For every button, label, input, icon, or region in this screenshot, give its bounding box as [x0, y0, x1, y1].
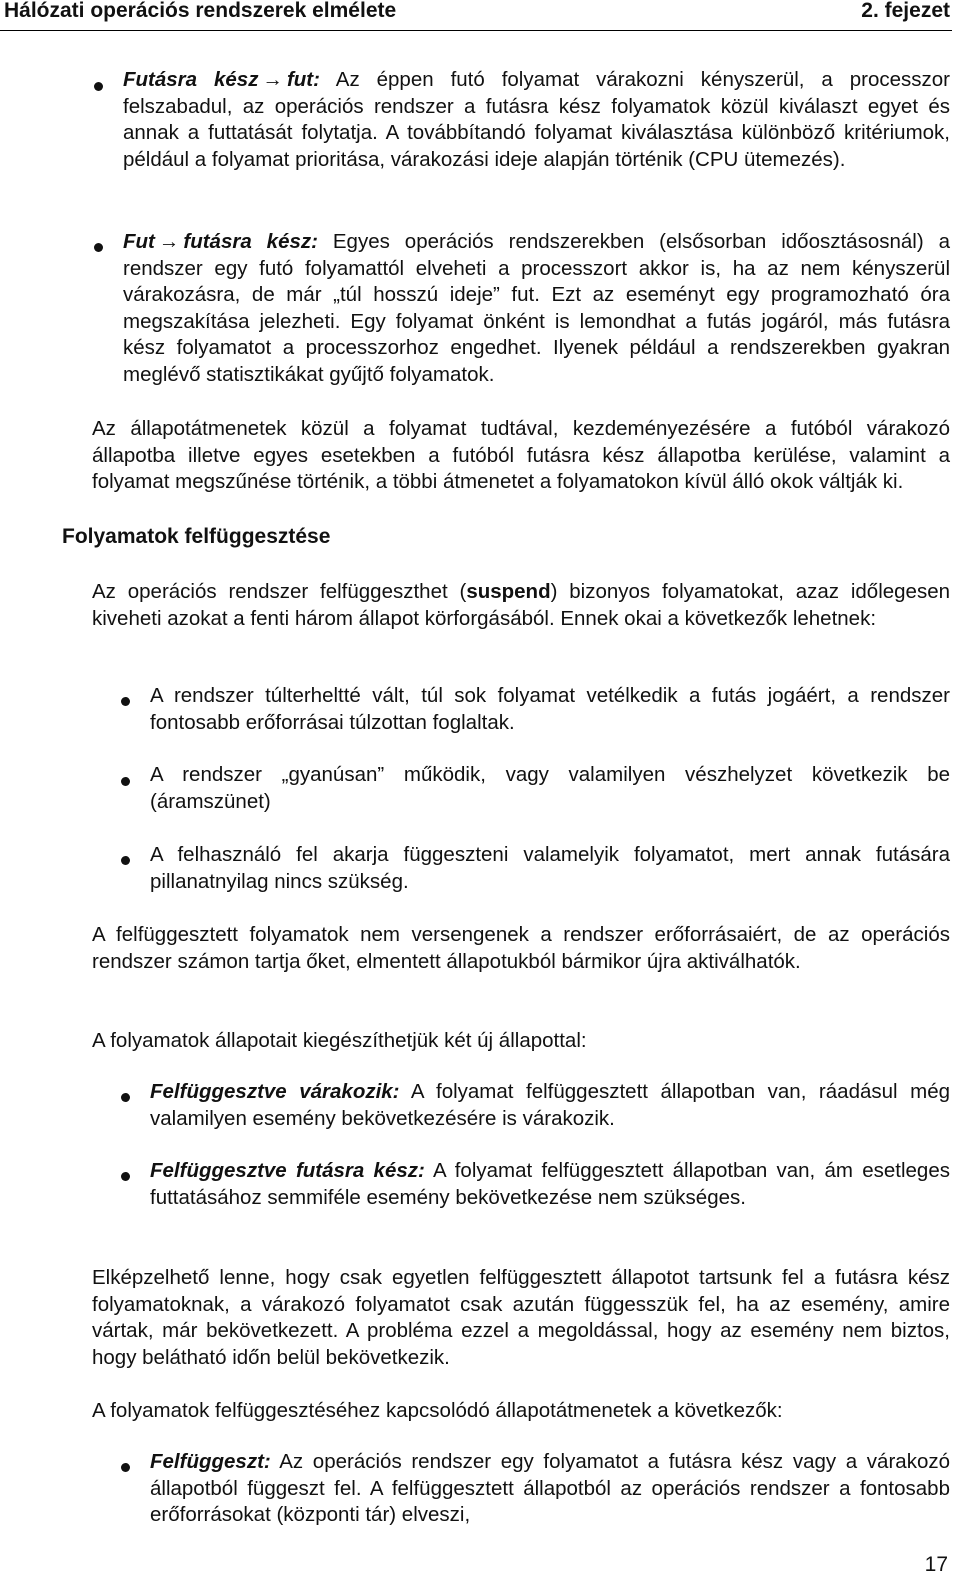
transition-to: fut: [286, 68, 320, 91]
bullet-dot [121, 697, 130, 706]
bullet-dot [94, 82, 103, 91]
paragraph-text: ) bizonyos folyamatokat, azaz időlegesen kiveheti azokat a fenti három állapot körforgásából. Ennek okai a következők lehetnek: [92, 580, 950, 630]
bullet-dot [121, 1093, 130, 1102]
bullet-dot [121, 1172, 130, 1181]
list-item: A felhasználó fel akarja függeszteni valamelyik folyamatot, mert annak futására pillanatnyilag nincs szükség. [150, 843, 950, 893]
transition-term: Felfüggeszt: [150, 1450, 271, 1473]
paragraph: A folyamatok állapotait kiegészíthetjük két új állapottal: [92, 1029, 587, 1052]
paragraph: Az állapotátmenetek közül a folyamat tudtával, kezdeményezésére a futóból várakozó állapotba illetve egyes esetekben a futóból futásra kész állapotba kerülése, valamint a folyamat megszűnése történik, a többi átmenetet a folyamatokon kívül álló okok váltják ki. [92, 417, 950, 494]
list-item-text: A folyamat felfüggesztett állapotban van, ráadásul még valamilyen esemény bekövetkezésére is várakozik. [150, 1080, 950, 1130]
paragraph: Elképzelhető lenne, hogy csak egyetlen felfüggesztett állapotot tartsunk fel a futásra kész folyamatoknak, a várakozó folyamatot csak azután függesszük fel, ha az esemény, amire vártak, már bekövetkezett. A probléma ezzel a megoldással, hogy az esemény nem biztos, hogy belátható időn belül bekövetkezik. [92, 1266, 950, 1369]
bullet-dot [121, 777, 130, 786]
list-item: A rendszer „gyanúsan” működik, vagy valamilyen vészhelyzet következik be (áramszünet) [150, 763, 950, 813]
paragraph [92, 579, 950, 632]
keyword: suspend [466, 580, 551, 603]
state-term: Felfüggesztve várakozik: [150, 1080, 400, 1103]
bullet-dot [94, 243, 103, 252]
page-number: 17 [924, 1553, 948, 1576]
section-heading: Folyamatok felfüggesztése [62, 525, 331, 548]
list-item-text: A folyamat felfüggesztett állapotban van, ám esetleges futtatásához semmiféle esemény bekövetkezése nem szükséges. [150, 1159, 950, 1209]
list-item-text: Az éppen futó folyamat várakozni kényszerül, a processzor felszabadul, az operációs rendszer a futásra kész folyamatok közül kiválaszt egyet és annak a futtatását folytatja. A továbbítandó folyamat kiválasztása különböző kritériumok, például a folyamat prioritása, várakozási ideje alapján történik (CPU ütemezés). [123, 68, 951, 171]
transition-to: futásra kész: [183, 230, 318, 253]
arrow-icon: → [262, 68, 283, 91]
bullet-dot [121, 1463, 130, 1472]
chapter-label: 2. fejezet [861, 0, 950, 22]
list-item [150, 1158, 950, 1211]
list-item [123, 67, 950, 173]
paragraph: A folyamatok felfüggesztéséhez kapcsolódó állapotátmenetek a következők: [92, 1399, 783, 1422]
list-item [150, 1449, 950, 1529]
list-item: A rendszer túlterheltté vált, túl sok folyamat vetélkedik a futás jogáért, a rendszer fontosabb erőforrásai túlzottan foglaltak. [150, 684, 950, 734]
paragraph-text: Az operációs rendszer felfüggeszthet ( [92, 580, 467, 603]
arrow-icon: → [158, 230, 180, 253]
transition-from: Futásra kész [123, 68, 259, 91]
list-item [123, 229, 950, 389]
page-header [0, 0, 952, 31]
list-item [150, 1079, 950, 1132]
list-item-text: Egyes operációs rendszerekben (elsősorban időosztásosnál) a rendszer egy futó folyamattól elveheti a processzort akkor is, ha az nem kényszerül várakozásra, de már „túl hosszú ideje” fut. Ezt az eseményt egy programozható óra megszakítása jelezheti. Egy folyamat önként is lemondhat a futás jogáról, más futásra kész folyamatot a processzorhoz engedhet. Ilyenek például a rendszerekben gyakran meglévő statisztikákat gyűjtő folyamatok. [123, 230, 950, 386]
document-title: Hálózati operációs rendszerek elmélete [4, 0, 397, 22]
paragraph: A felfüggesztett folyamatok nem versengenek a rendszer erőforrásaiért, de az operációs rendszer számon tartja őket, elmentett állapotukból bármikor újra aktiválhatók. [92, 923, 950, 973]
bullet-dot [121, 856, 130, 865]
transition-from: Fut [123, 230, 155, 253]
state-term: Felfüggesztve futásra kész: [150, 1159, 425, 1182]
list-item-text: Az operációs rendszer egy folyamatot a futásra kész vagy a várakozó állapotból függeszt fel. A felfüggesztett állapotból az operációs rendszer a fontosabb erőforrásokat (központi tár) elveszi, [150, 1450, 950, 1527]
